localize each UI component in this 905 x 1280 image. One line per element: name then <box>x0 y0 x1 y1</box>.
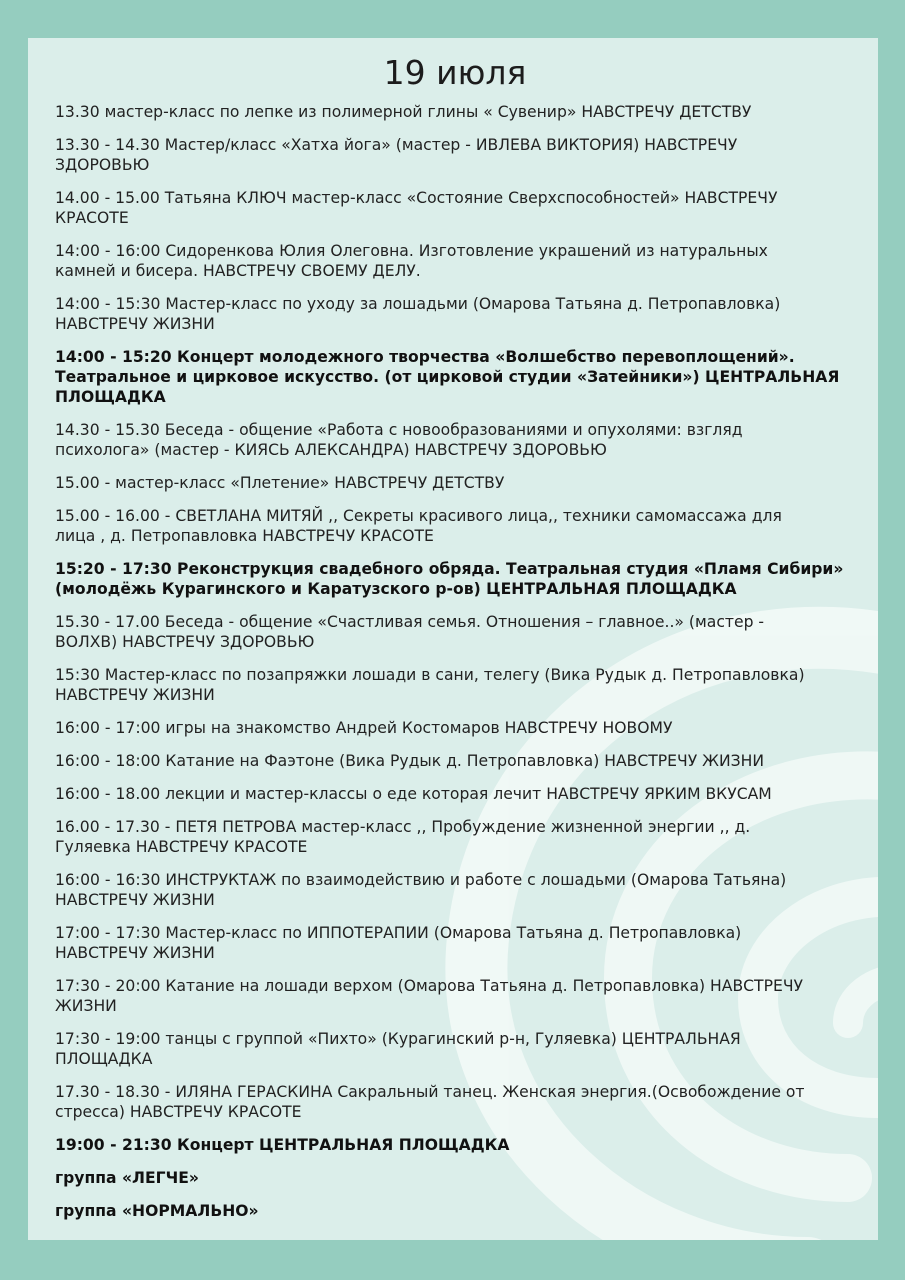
schedule-list <box>55 102 855 1221</box>
schedule-entry: 17.30 - 18.30 - ИЛЯНА ГЕРАСКИНА Сакральный танец. Женская энергия.(Освобождение от стресса) НАВСТРЕЧУ КРАСОТЕ <box>55 1083 805 1121</box>
schedule-entry: 14:00 - 15:30 Мастер-класс по уходу за лошадьми (Омарова Татьяна д. Петропавловка) НАВСТРЕЧУ ЖИЗНИ <box>55 295 781 333</box>
schedule-entry: 17:30 - 20:00 Катание на лошади верхом (Омарова Татьяна д. Петропавловка) НАВСТРЕЧУ ЖИЗНИ <box>55 977 804 1015</box>
schedule-entry: 16:00 - 18.00 лекции и мастер-классы о еде которая лечит НАВСТРЕЧУ ЯРКИМ ВКУСАМ <box>55 785 772 803</box>
schedule-entry: 19:00 - 21:30 Концерт ЦЕНТРАЛЬНАЯ ПЛОЩАДКА <box>55 1136 510 1154</box>
schedule-entry: 14:00 - 15:20 Концерт молодежного творчества «Волшебство перевоплощений». Театральное и цирковое искусство. (от цирковой студии «Затейники») ЦЕНТРАЛЬНАЯ ПЛОЩАДКА <box>55 348 840 406</box>
schedule-entry: 16:00 - 18:00 Катание на Фаэтоне (Вика Рудык д. Петропавловка) НАВСТРЕЧУ ЖИЗНИ <box>55 752 765 770</box>
schedule-entry: 15.30 - 17.00 Беседа - общение «Счастливая семья. Отношения – главное..» (мастер - ВОЛХВ) НАВСТРЕЧУ ЗДОРОВЬЮ <box>55 613 765 651</box>
schedule-entry: 15:20 - 17:30 Реконструкция свадебного обряда. Театральная студия «Пламя Сибири» (молодёжь Курагинского и Каратузского р-ов) ЦЕНТРАЛЬНАЯ ПЛОЩАДКА <box>55 560 844 598</box>
schedule-entry: 15.00 - мастер-класс «Плетение» НАВСТРЕЧУ ДЕТСТВУ <box>55 474 505 492</box>
schedule-entry: группа «ЛЕГЧЕ» <box>55 1169 199 1187</box>
schedule-panel <box>28 38 878 1240</box>
schedule-entry: 17:30 - 19:00 танцы с группой «Пихто» (Курагинский р-н, Гуляевка) ЦЕНТРАЛЬНАЯ ПЛОЩАДКА <box>55 1030 741 1068</box>
schedule-entry: 13.30 мастер-класс по лепке из полимерной глины « Сувенир» НАВСТРЕЧУ ДЕТСТВУ <box>55 103 752 121</box>
schedule-entry: 16.00 - 17.30 - ПЕТЯ ПЕТРОВА мастер-класс ,, Пробуждение жизненной энергии ,, д. Гуляевка НАВСТРЕЧУ КРАСОТЕ <box>55 818 751 856</box>
schedule-entry: 16:00 - 16:30 ИНСТРУКТАЖ по взаимодействию и работе с лошадьми (Омарова Татьяна) НАВСТРЕЧУ ЖИЗНИ <box>55 871 787 909</box>
schedule-entry: 14:00 - 16:00 Сидоренкова Юлия Олеговна. Изготовление украшений из натуральных камней и бисера. НАВСТРЕЧУ СВОЕМУ ДЕЛУ. <box>55 242 768 280</box>
schedule-entry: 17:00 - 17:30 Мастер-класс по ИППОТЕРАПИИ (Омарова Татьяна д. Петропавловка) НАВСТРЕЧУ ЖИЗНИ <box>55 924 742 962</box>
schedule-entry: 14.30 - 15.30 Беседа - общение «Работа с новообразованиями и опухолями: взгляд психолога» (мастер - КИЯСЬ АЛЕКСАНДРА) НАВСТРЕЧУ ЗДОРОВЬЮ <box>55 421 743 459</box>
schedule-content <box>55 38 855 1234</box>
schedule-entry: 15.00 - 16.00 - СВЕТЛАНА МИТЯЙ ,, Секреты красивого лица,, техники самомассажа для лица , д. Петропавловка НАВСТРЕЧУ КРАСОТЕ <box>55 507 782 545</box>
schedule-entry: 16:00 - 17:00 игры на знакомство Андрей Костомаров НАВСТРЕЧУ НОВОМУ <box>55 719 673 737</box>
schedule-entry: 14.00 - 15.00 Татьяна КЛЮЧ мастер-класс «Состояние Сверхспособностей» НАВСТРЕЧУ КРАСОТЕ <box>55 189 778 227</box>
schedule-entry: 15:30 Мастер-класс по позапряжки лошади в сани, телегу (Вика Рудык д. Петропавловка) НАВСТРЕЧУ ЖИЗНИ <box>55 666 805 704</box>
schedule-entry: 13.30 - 14.30 Мастер/класс «Хатха йога» (мастер - ИВЛЕВА ВИКТОРИЯ) НАВСТРЕЧУ ЗДОРОВЬЮ <box>55 136 738 174</box>
schedule-entry: группа «НОРМАЛЬНО» <box>55 1202 259 1220</box>
page-title: 19 июля <box>383 53 527 92</box>
